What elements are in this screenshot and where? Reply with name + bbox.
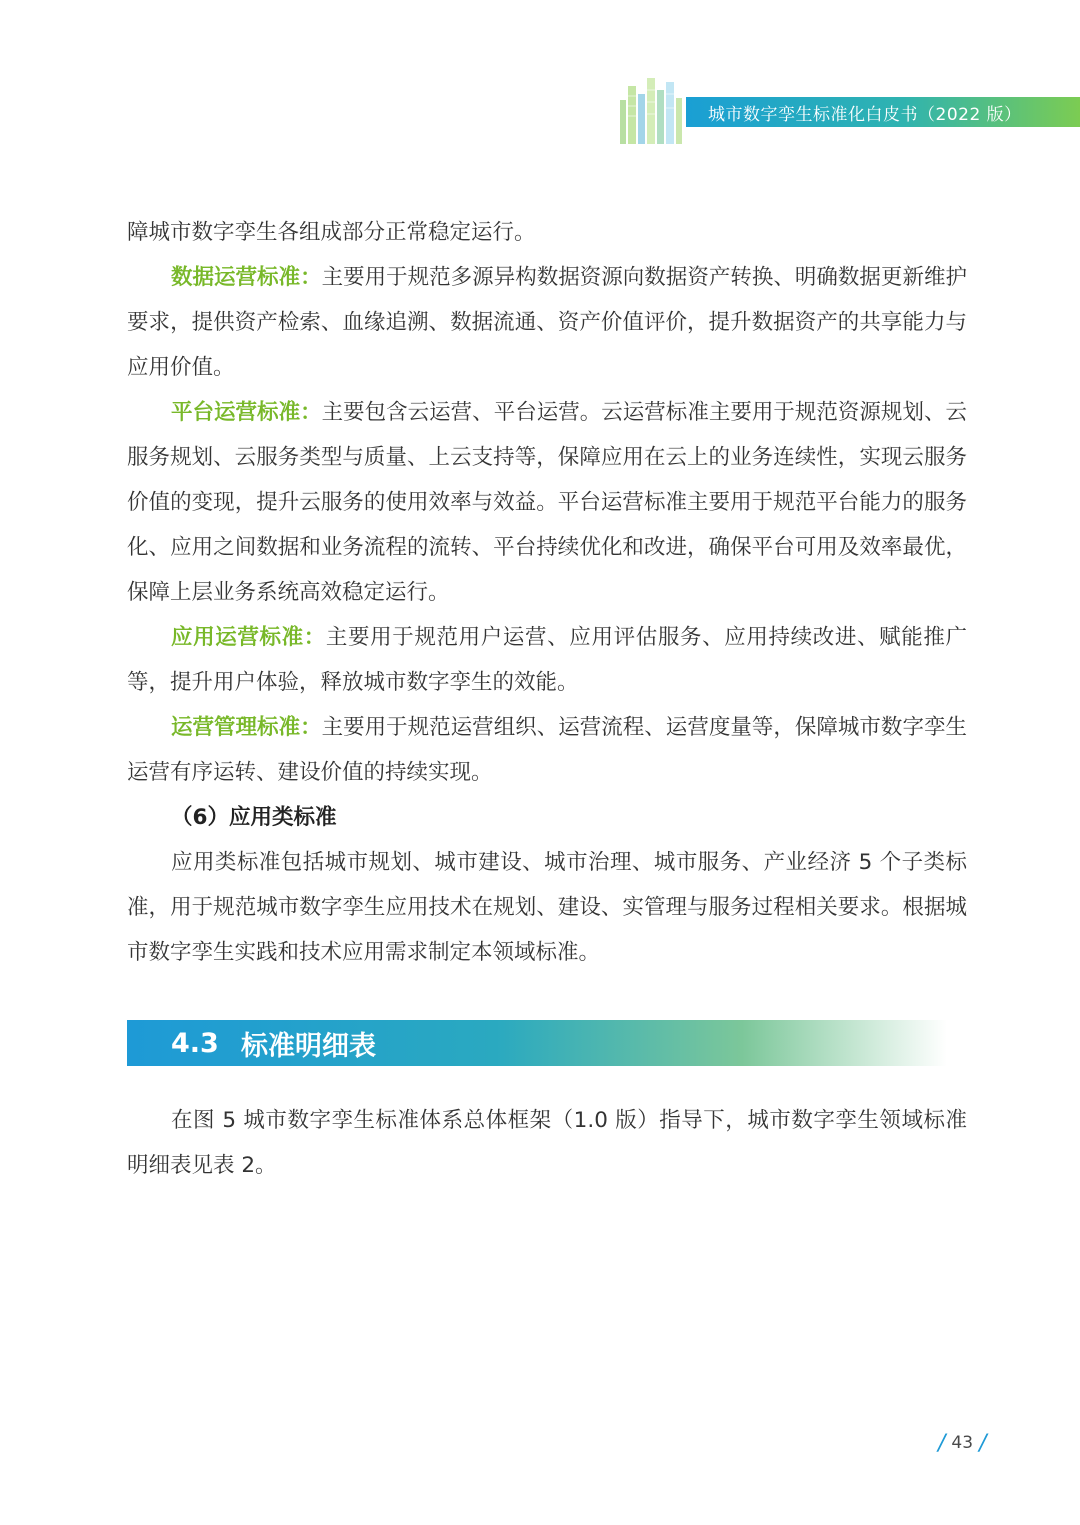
paragraph-text: 主要用于规范用户运营、应用评估服务、应用持续改进、赋能推广等，提升用户体验，释放城市数字孪生的效能。 <box>127 625 967 695</box>
paragraph: 在图 5 城市数字孪生标准体系总体框架（1.0 版）指导下，城市数字孪生领域标准明细表见表 2。 <box>127 1108 967 1178</box>
paragraph: 障城市数字孪生各组成部分正常稳定运行。 <box>127 220 536 245</box>
slash-decoration-icon: / <box>979 1430 987 1456</box>
slash-decoration-icon: / <box>938 1430 946 1456</box>
document-title: 城市数字孪生标准化白皮书（2022 版） <box>708 104 1022 125</box>
section-body <box>127 1098 967 1188</box>
paragraph-data-operation <box>127 255 967 390</box>
header-banner <box>686 97 1080 127</box>
page-number: 43 <box>951 1433 974 1453</box>
body-text <box>127 210 967 975</box>
paragraph-text: 主要用于规范多源异构数据资源向数据资产转换、明确数据更新维护要求，提供资产检索、血缘追溯、数据流通、资产价值评价，提升数据资产的共享能力与应用价值。 <box>127 265 967 380</box>
term-label: 数据运营标准： <box>171 265 322 290</box>
term-label: 平台运营标准： <box>171 400 322 425</box>
page-number-footer <box>938 1428 986 1458</box>
section-heading-bar <box>127 1020 947 1066</box>
section-number: 4.3 <box>171 1027 219 1059</box>
paragraph-application-standards: 应用类标准包括城市规划、城市建设、城市治理、城市服务、产业经济 5 个子类标准，用于规范城市数字孪生应用技术在规划、建设、实管理与服务过程相关要求。根据城市数字孪生实践和技术应用需求制定本领域标准。 <box>127 850 967 965</box>
paragraph-text: 主要包含云运营、平台运营。云运营标准主要用于规范资源规划、云服务规划、云服务类型与质量、上云支持等，保障应用在云上的业务连续性，实现云服务价值的变现，提升云服务的使用效率与效益。平台运营标准主要用于规范平台能力的服务化、应用之间数据和业务流程的流转、平台持续优化和改进，确保平台可用及效率最优，保障上层业务系统高效稳定运行。 <box>127 400 967 605</box>
paragraph-platform-operation <box>127 390 967 615</box>
city-buildings-icon <box>618 70 686 144</box>
paragraph-operation-management <box>127 705 967 795</box>
section-title: 标准明细表 <box>241 1030 376 1062</box>
subsection-heading: （6）应用类标准 <box>171 805 337 830</box>
paragraph-text: 主要用于规范运营组织、运营流程、运营度量等，保障城市数字孪生运营有序运转、建设价值的持续实现。 <box>127 715 967 785</box>
term-label: 应用运营标准： <box>171 625 326 650</box>
term-label: 运营管理标准： <box>171 715 322 740</box>
paragraph-application-operation <box>127 615 967 705</box>
